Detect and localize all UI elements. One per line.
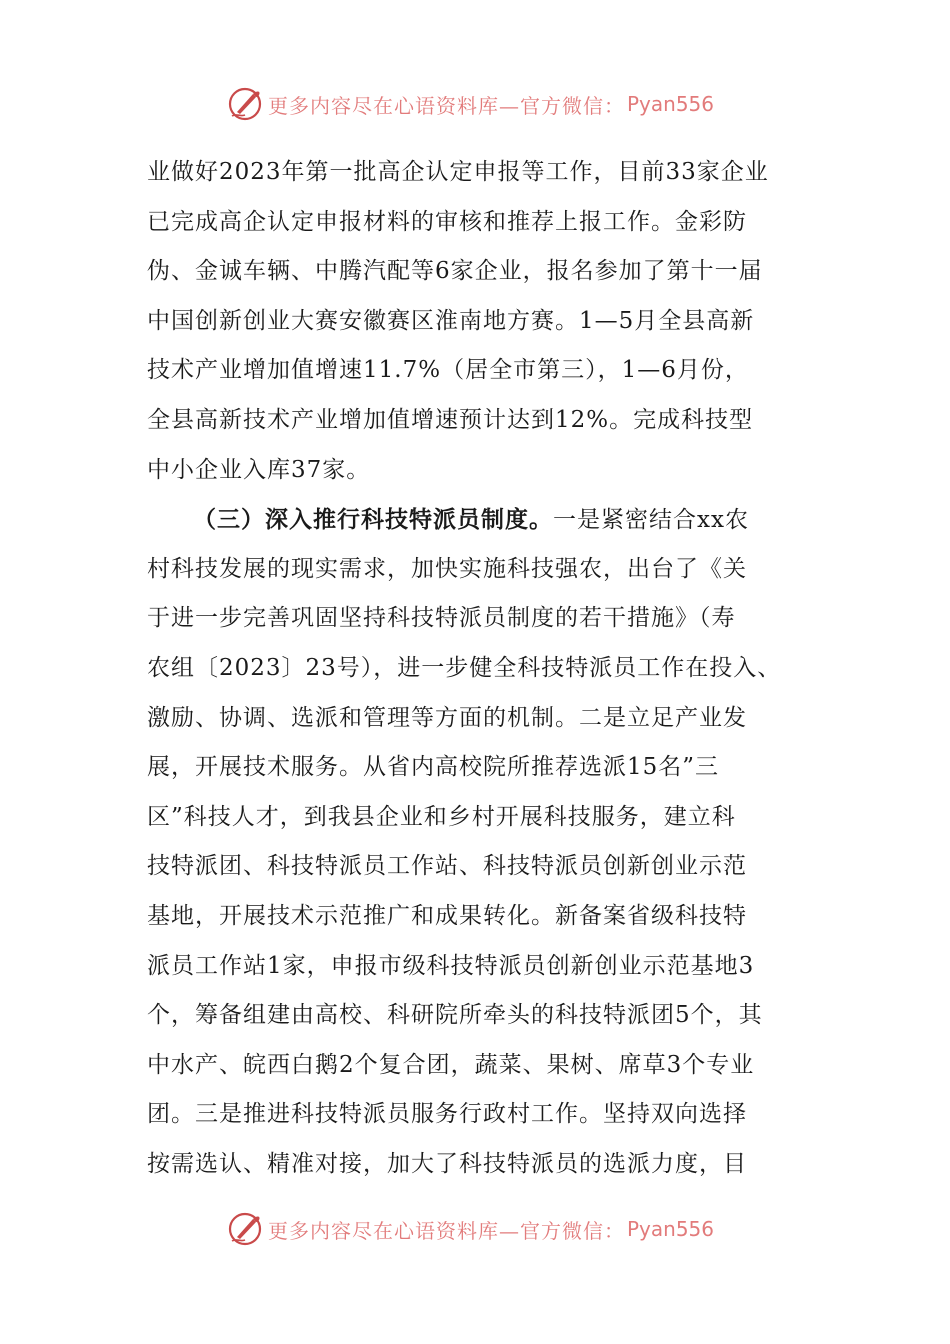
wechat-id: Pyan556	[627, 92, 715, 116]
text-line: 区”科技人才，到我县企业和乡村开展科技服务，建立科	[147, 803, 736, 830]
text-line: 于进一步完善巩固坚持科技特派员制度的若干措施》（寿	[147, 605, 736, 632]
section-3-first-line-text: 一是紧密结合xx农	[553, 507, 749, 534]
text-line: 已完成高企认定申报材料的审核和推荐上报工作。金彩防	[147, 208, 747, 235]
text-line: 派员工作站1家，申报市级科技特派员创新创业示范基地3	[147, 952, 755, 979]
text-line: 技术产业增加值增速11.7%（居全市第三），1—6月份，	[147, 357, 749, 384]
text-line: 村科技发展的现实需求，加快实施科技强农，出台了《关	[147, 555, 747, 582]
text-line: 业做好2023年第一批高企认定申报等工作，目前33家企业	[147, 159, 769, 185]
text-line: 个，筹备组建由高校、科研院所牵头的科技特派团5个，其	[147, 1002, 763, 1029]
text-line: 技特派团、科技特派员工作站、科技特派员创新创业示范	[147, 853, 747, 880]
text-line: 伪、金诚车辆、中腾汽配等6家企业，报名参加了第十一届	[147, 258, 763, 285]
footer-watermark-banner	[228, 1209, 748, 1249]
section-3-heading: （三）深入推行科技特派员制度。	[193, 506, 553, 534]
text-line: 基地，开展技术示范推广和成果转化。新备案省级科技特	[147, 902, 747, 929]
text-line: 激励、协调、选派和管理等方面的机制。二是立足产业发	[147, 704, 747, 731]
text-line: 按需选认、精准对接，加大了科技特派员的选派力度，目	[147, 1150, 747, 1177]
quill-logo-icon	[228, 86, 264, 122]
text-line: 中水产、皖西白鹅2个复合团，蔬菜、果树、席草3个专业	[147, 1051, 755, 1078]
watermark-text: 更多内容尽在心语资料库—官方微信：	[268, 93, 625, 118]
quill-logo-icon	[228, 1211, 264, 1247]
section-3-first-line	[147, 495, 837, 545]
text-line: 团。三是推进科技特派员服务行政村工作。坚持双向选择	[147, 1101, 747, 1128]
text-line: 中小企业入库37家。	[147, 456, 371, 483]
header-watermark-banner	[228, 84, 748, 124]
wechat-id: Pyan556	[627, 1217, 715, 1241]
text-line: 农组〔2023〕23号），进一步健全科技特派员工作在投入、	[147, 654, 782, 681]
watermark-text: 更多内容尽在心语资料库—官方微信：	[268, 1218, 625, 1243]
text-line: 全县高新技术产业增加值增速预计达到12%。完成科技型	[147, 406, 754, 433]
document-body	[147, 148, 837, 1189]
text-line: 展，开展技术服务。从省内高校院所推荐选派15名”三	[147, 754, 720, 781]
text-line: 中国创新创业大赛安徽赛区淮南地方赛。1—5月全县高新	[147, 307, 755, 334]
